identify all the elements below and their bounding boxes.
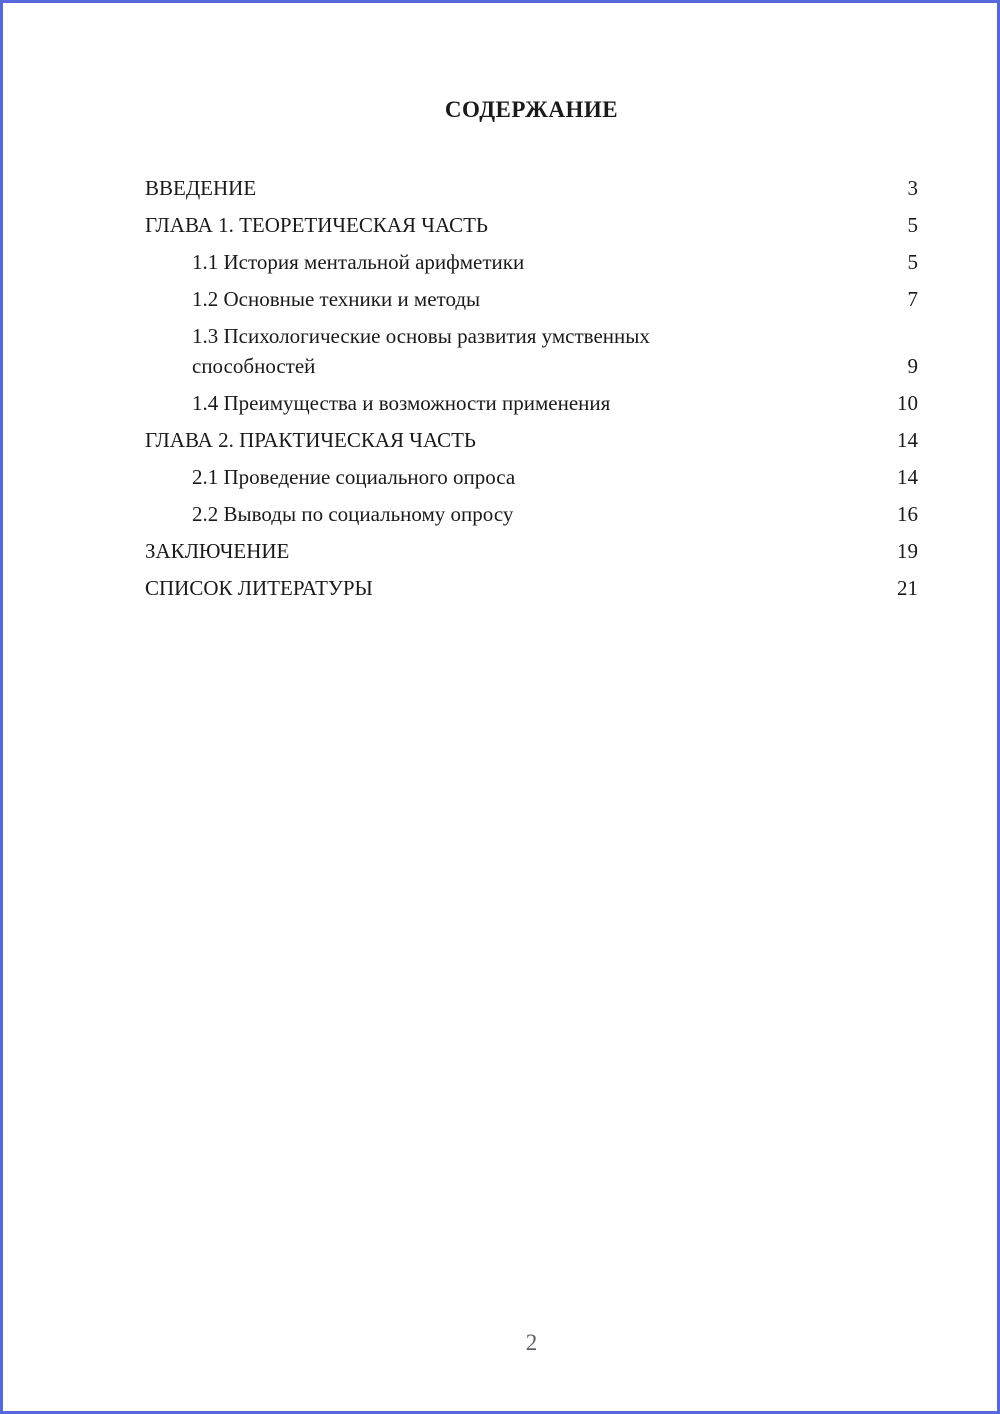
toc-entry-page-number: 5 [907,213,918,237]
toc-entry-page-number: 14 [897,428,918,452]
toc-entry-label: ЗАКЛЮЧЕНИЕ [145,539,290,563]
toc-entry [145,210,918,240]
toc-entry-page-number: 16 [897,502,918,526]
toc-entry [145,173,918,203]
table-of-contents [145,173,918,610]
toc-entry-page-number: 9 [907,354,918,378]
page-title: СОДЕРЖАНИЕ [444,97,619,122]
toc-entry-page-number: 10 [897,391,918,415]
toc-entry-label: 1.3 Психологические основы развития умственных способностей [192,324,650,378]
toc-entry-label: ВВЕДЕНИЕ [145,176,257,200]
toc-entry [145,284,918,314]
toc-entry [145,536,918,566]
toc-entry-label: 2.2 Выводы по социальному опросу [192,502,514,526]
toc-entry-label: 1.2 Основные техники и методы [192,287,481,311]
toc-entry-page-number: 7 [907,287,918,311]
footer-page-number: 2 [525,1330,538,1355]
toc-entry [145,247,918,277]
toc-entry-page-number: 5 [907,250,918,274]
toc-entry-label: СПИСОК ЛИТЕРАТУРЫ [145,576,373,600]
toc-entry-page-number: 21 [897,576,918,600]
toc-entry-label: ГЛАВА 2. ПРАКТИЧЕСКАЯ ЧАСТЬ [145,428,476,452]
toc-entry [145,425,918,455]
toc-entry [145,462,918,492]
toc-entry [145,499,918,529]
toc-entry-label: 1.1 История ментальной арифметики [192,250,525,274]
toc-entry-label: ГЛАВА 1. ТЕОРЕТИЧЕСКАЯ ЧАСТЬ [145,213,488,237]
toc-entry-label: 2.1 Проведение социального опроса [192,465,516,489]
toc-entry-label: 1.4 Преимущества и возможности применения [192,391,611,415]
toc-entry [145,321,918,381]
toc-entry-page-number: 19 [897,539,918,563]
toc-entry [145,388,918,418]
toc-entry [145,573,918,603]
toc-entry-page-number: 14 [897,465,918,489]
toc-entry-page-number: 3 [907,176,918,200]
